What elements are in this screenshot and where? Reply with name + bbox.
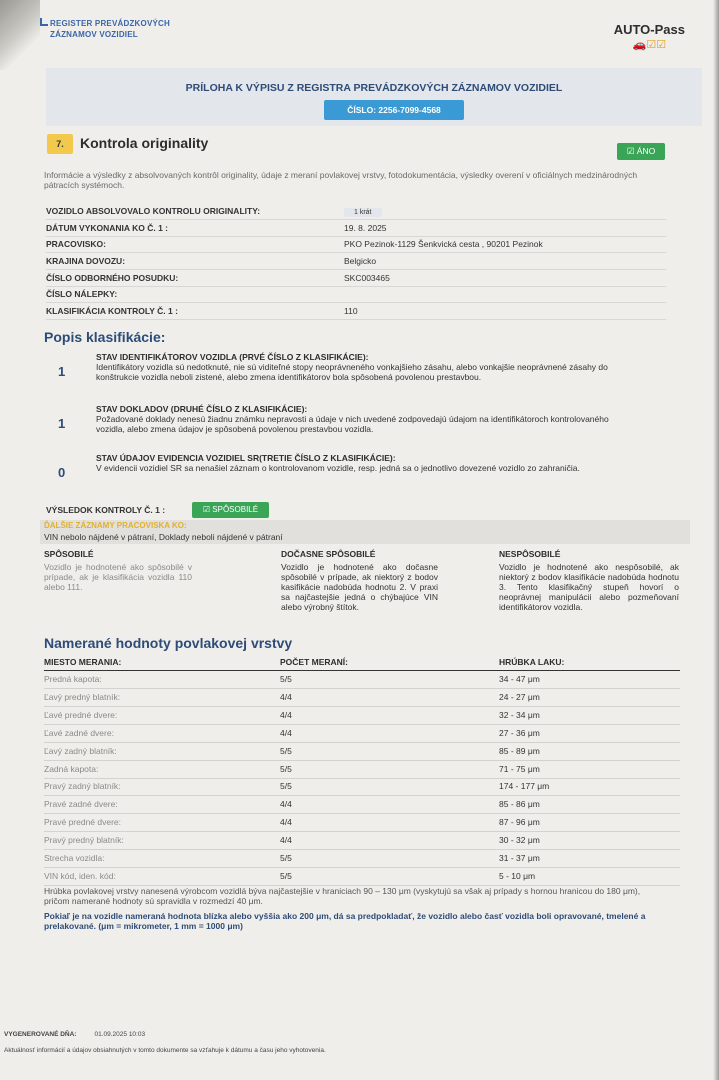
other-records-value: VIN nebolo nájdené v pátraní, Doklady neboli nájdené v pátraní [44,532,283,542]
classification-title: STAV IDENTIFIKÁTOROV VOZIDLA (PRVÉ ČÍSLO Z KLASIFIKÁCIE): [96,352,369,362]
page-edge-shadow [713,0,719,1080]
cell-thickness: 5 - 10 μm [499,870,536,881]
cell-location: Pravé zadné dvere: [44,799,118,810]
column-incapable-body: Vozidlo je hodnotené ako nespôsobilé, ak niektorý z bodov klasifikácie nadobúda hodnotu 3. Tento klasifikačný stupeň hovorí o neoprávnej manipulácii alebo pozmeňovaní identifikátorov vozidla. [499,562,679,612]
detail-value: 19. 8. 2025 [344,223,387,233]
generated-label: VYGENEROVANÉ DŇA: [4,1031,77,1038]
table-row [44,724,680,743]
cell-thickness: 31 - 37 μm [499,853,540,863]
table-row [44,795,680,814]
column-temp-capable-head: DOČASNE SPÔSOBILÉ [281,549,376,559]
detail-row [46,236,666,253]
detail-value: SKC003465 [344,273,390,283]
yes-badge: ☑ ÁNO [617,143,665,160]
report-number-badge: ČÍSLO: 2256-7099-4568 [324,100,464,120]
classification-number: 0 [58,465,66,480]
classification-desc: Požadované doklady nenesú žiadnu známku nepravosti a údaje v nich uvedené zodpovedajú údajom na identifikátoroch kontrolovaného vozidla, alebo zmena údajov je spôsobená povolenou prestavbou vozidla. [96,414,609,434]
cell-thickness: 32 - 34 μm [499,709,540,720]
table-row [44,742,680,761]
detail-label: DÁTUM VYKONANIA KO Č. 1 : [46,223,168,233]
cell-thickness: 174 - 177 μm [499,781,550,792]
detail-row [46,303,666,320]
autopass-icons: 🚗☑☑ [632,39,667,51]
detail-label: VOZIDLO ABSOLVOVALO KONTROLU ORIGINALITY: [46,206,261,216]
detail-value: 110 [344,306,358,316]
cell-thickness: 85 - 86 μm [499,799,540,810]
cell-count: 5/5 [280,853,292,863]
count-pill: 1 krát [344,208,382,217]
brand-line1: REGISTER PREVÁDZKOVÝCH [50,19,170,28]
section-number-badge: 7. [47,134,73,154]
header-count: POČET MERANÍ: [280,657,348,667]
detail-value: PKO Pezinok-1129 Šenkvická cesta , 90201 Pezinok [344,239,543,249]
cell-count: 4/4 [280,691,292,702]
cell-count: 4/4 [280,727,292,738]
cell-count: 5/5 [280,763,292,774]
cell-location: Ľavý zadný blatník: [44,745,117,756]
table-row [44,760,680,779]
header-location: MIESTO MERANIA: [44,657,122,667]
cell-thickness: 87 - 96 μm [499,817,540,828]
generated-info [4,1031,145,1038]
table-row [44,831,680,850]
autopass-name: AUTO-Pass [613,22,685,37]
classification-heading: Popis klasifikácie: [44,329,166,345]
detail-row [46,253,666,270]
detail-value [344,206,382,217]
cell-count: 4/4 [280,709,292,720]
paint-warning: Pokiaľ je na vozidle nameraná hodnota blízka alebo vyššia ako 200 μm, dá sa predpokladať, že vozidlo alebo časť vozidla boli opravované, tmelené a prelakované. (μm = mikrometer, 1 mm = 1000 μm) [44,911,646,931]
result-label: VÝSLEDOK KONTROLY Č. 1 : [46,505,166,515]
detail-label: KLASIFIKÁCIA KONTROLY Č. 1 : [46,306,178,316]
other-records-box [40,520,690,544]
cell-count: 4/4 [280,817,292,828]
cell-count: 5/5 [280,674,292,684]
classification-number: 1 [58,416,66,431]
cell-count: 4/4 [280,799,292,810]
column-capable-body: Vozidlo je hodnotené ako spôsobilé v prípade, ak je klasifikácia vozidla 110 alebo 111. [44,562,192,592]
detail-row [46,203,666,220]
classification-title: STAV DOKLADOV (DRUHÉ ČÍSLO Z KLASIFIKÁCIE): [96,404,308,414]
cell-thickness: 71 - 75 μm [499,763,540,774]
footer-note: Aktuálnosť informácií a údajov obsiahnutých v tomto dokumente sa vzťahuje k dátumu a času jeho vyhotovenia. [4,1047,326,1054]
table-row [44,813,680,832]
cell-location: Ľavý predný blatník: [44,691,121,702]
cell-location: Strecha vozidla: [44,853,105,863]
cell-thickness: 30 - 32 μm [499,835,540,846]
detail-label: KRAJINA DOVOZU: [46,256,126,266]
logo-mark-icon [40,18,48,26]
paint-note: Hrúbka povlakovej vrstvy nanesená výrobcom vozidlá býva najčastejšie v hraniciach 90 – 130 μm (vyskytujú sa však aj prípady s hornou hranicou do 180 μm), pričom namerané hodnoty sú spravidla v rozmedzí 40 μm. [44,886,641,906]
cell-location: Zadná kapota: [44,763,99,774]
page-curl-shadow [0,0,40,70]
cell-location: VIN kód, iden. kód: [44,870,116,881]
cell-thickness: 24 - 27 μm [499,691,540,702]
generated-value: 01.09.2025 10:03 [94,1031,146,1038]
column-temp-capable-body: Vozidlo je hodnotené ako dočasne spôsobilé v prípade, ak niektorý z bodov kasifikácie nadobúda hodnotu 2. V praxi sa najčastejšie jedná o chýbajúce VIN alebo výrobný štítok. [281,562,438,612]
detail-label: ČÍSLO ODBORNÉHO POSUDKU: [46,273,179,283]
column-incapable-head: NESPÔSOBILÉ [499,549,561,559]
other-records-label: ĎALŠIE ZÁZNAMY PRACOVISKA KO: [44,521,187,530]
autopass-logo [614,22,685,51]
table-row [44,688,680,707]
detail-row [46,286,666,303]
cell-count: 4/4 [280,835,292,846]
table-row [44,867,680,886]
classification-title: STAV ÚDAJOV EVIDENCIA VOZIDIEL SR(TRETIE ČÍSLO Z KLASIFIKÁCIE): [96,453,396,463]
brand-line2: ZÁZNAMOV VOZIDIEL [50,30,138,39]
detail-label: ČÍSLO NÁLEPKY: [46,289,118,299]
column-incapable [499,549,679,612]
result-badge: ☑ SPÔSOBILÉ [192,502,269,518]
report-banner [46,68,702,126]
cell-location: Pravé predné dvere: [44,817,122,828]
cell-location: Pravý zadný blatník: [44,781,121,792]
cell-location: Ľavé predné dvere: [44,709,118,720]
register-logo [40,18,170,40]
classification-desc: Identifikátory vozidla sú nedotknuté, nie sú viditeľné stopy neoprávneného vonkajšieho zásahu, alebo vonkajšie neoprávnené zásahy do konštrukcie vozidla neboli zistené, alebo zmena identifikátorov bola spôsobená povolenou prestavbou. [96,362,608,382]
cell-thickness: 85 - 89 μm [499,745,540,756]
detail-row [46,220,666,237]
cell-count: 5/5 [280,781,292,792]
detail-value: Belgicko [344,256,377,266]
cell-count: 5/5 [280,870,292,881]
table-row [44,670,680,689]
cell-thickness: 34 - 47 μm [499,674,540,684]
detail-label: PRACOVISKO: [46,239,106,249]
cell-location: Pravý predný blatník: [44,835,124,846]
column-temp-capable [281,549,438,612]
column-capable [44,549,192,592]
banner-title: PRÍLOHA K VÝPISU Z REGISTRA PREVÁDZKOVÝCH ZÁZNAMOV VOZIDIEL [185,82,563,94]
table-row [44,849,680,868]
cell-location: Predná kapota: [44,674,102,684]
classification-number: 1 [58,364,66,379]
column-capable-head: SPÔSOBILÉ [44,549,94,559]
paint-table-header [44,656,680,671]
header-thickness: HRÚBKA LAKU: [499,657,565,667]
cell-location: Ľavé zadné dvere: [44,727,114,738]
cell-thickness: 27 - 36 μm [499,727,540,738]
cell-count: 5/5 [280,745,292,756]
section-intro: Informácie a výsledky z absolvovaných kontrôl originality, údaje z meraní povlakovej vrstvy, fotodokumentácia, výsledky overení v oficiálnych medzinárodných pátracích systémoch. [44,170,638,190]
table-row [44,777,680,796]
section-title: Kontrola originality [80,135,209,151]
detail-row [46,270,666,287]
table-row [44,706,680,725]
classification-desc: V evidencii vozidiel SR sa nenašiel záznam o kontrolovanom vozidle, resp. jedná sa o jednotlivo dovezené vozidlo zo zahraničia. [96,463,580,473]
paint-heading: Namerané hodnoty povlakovej vrstvy [44,635,293,651]
